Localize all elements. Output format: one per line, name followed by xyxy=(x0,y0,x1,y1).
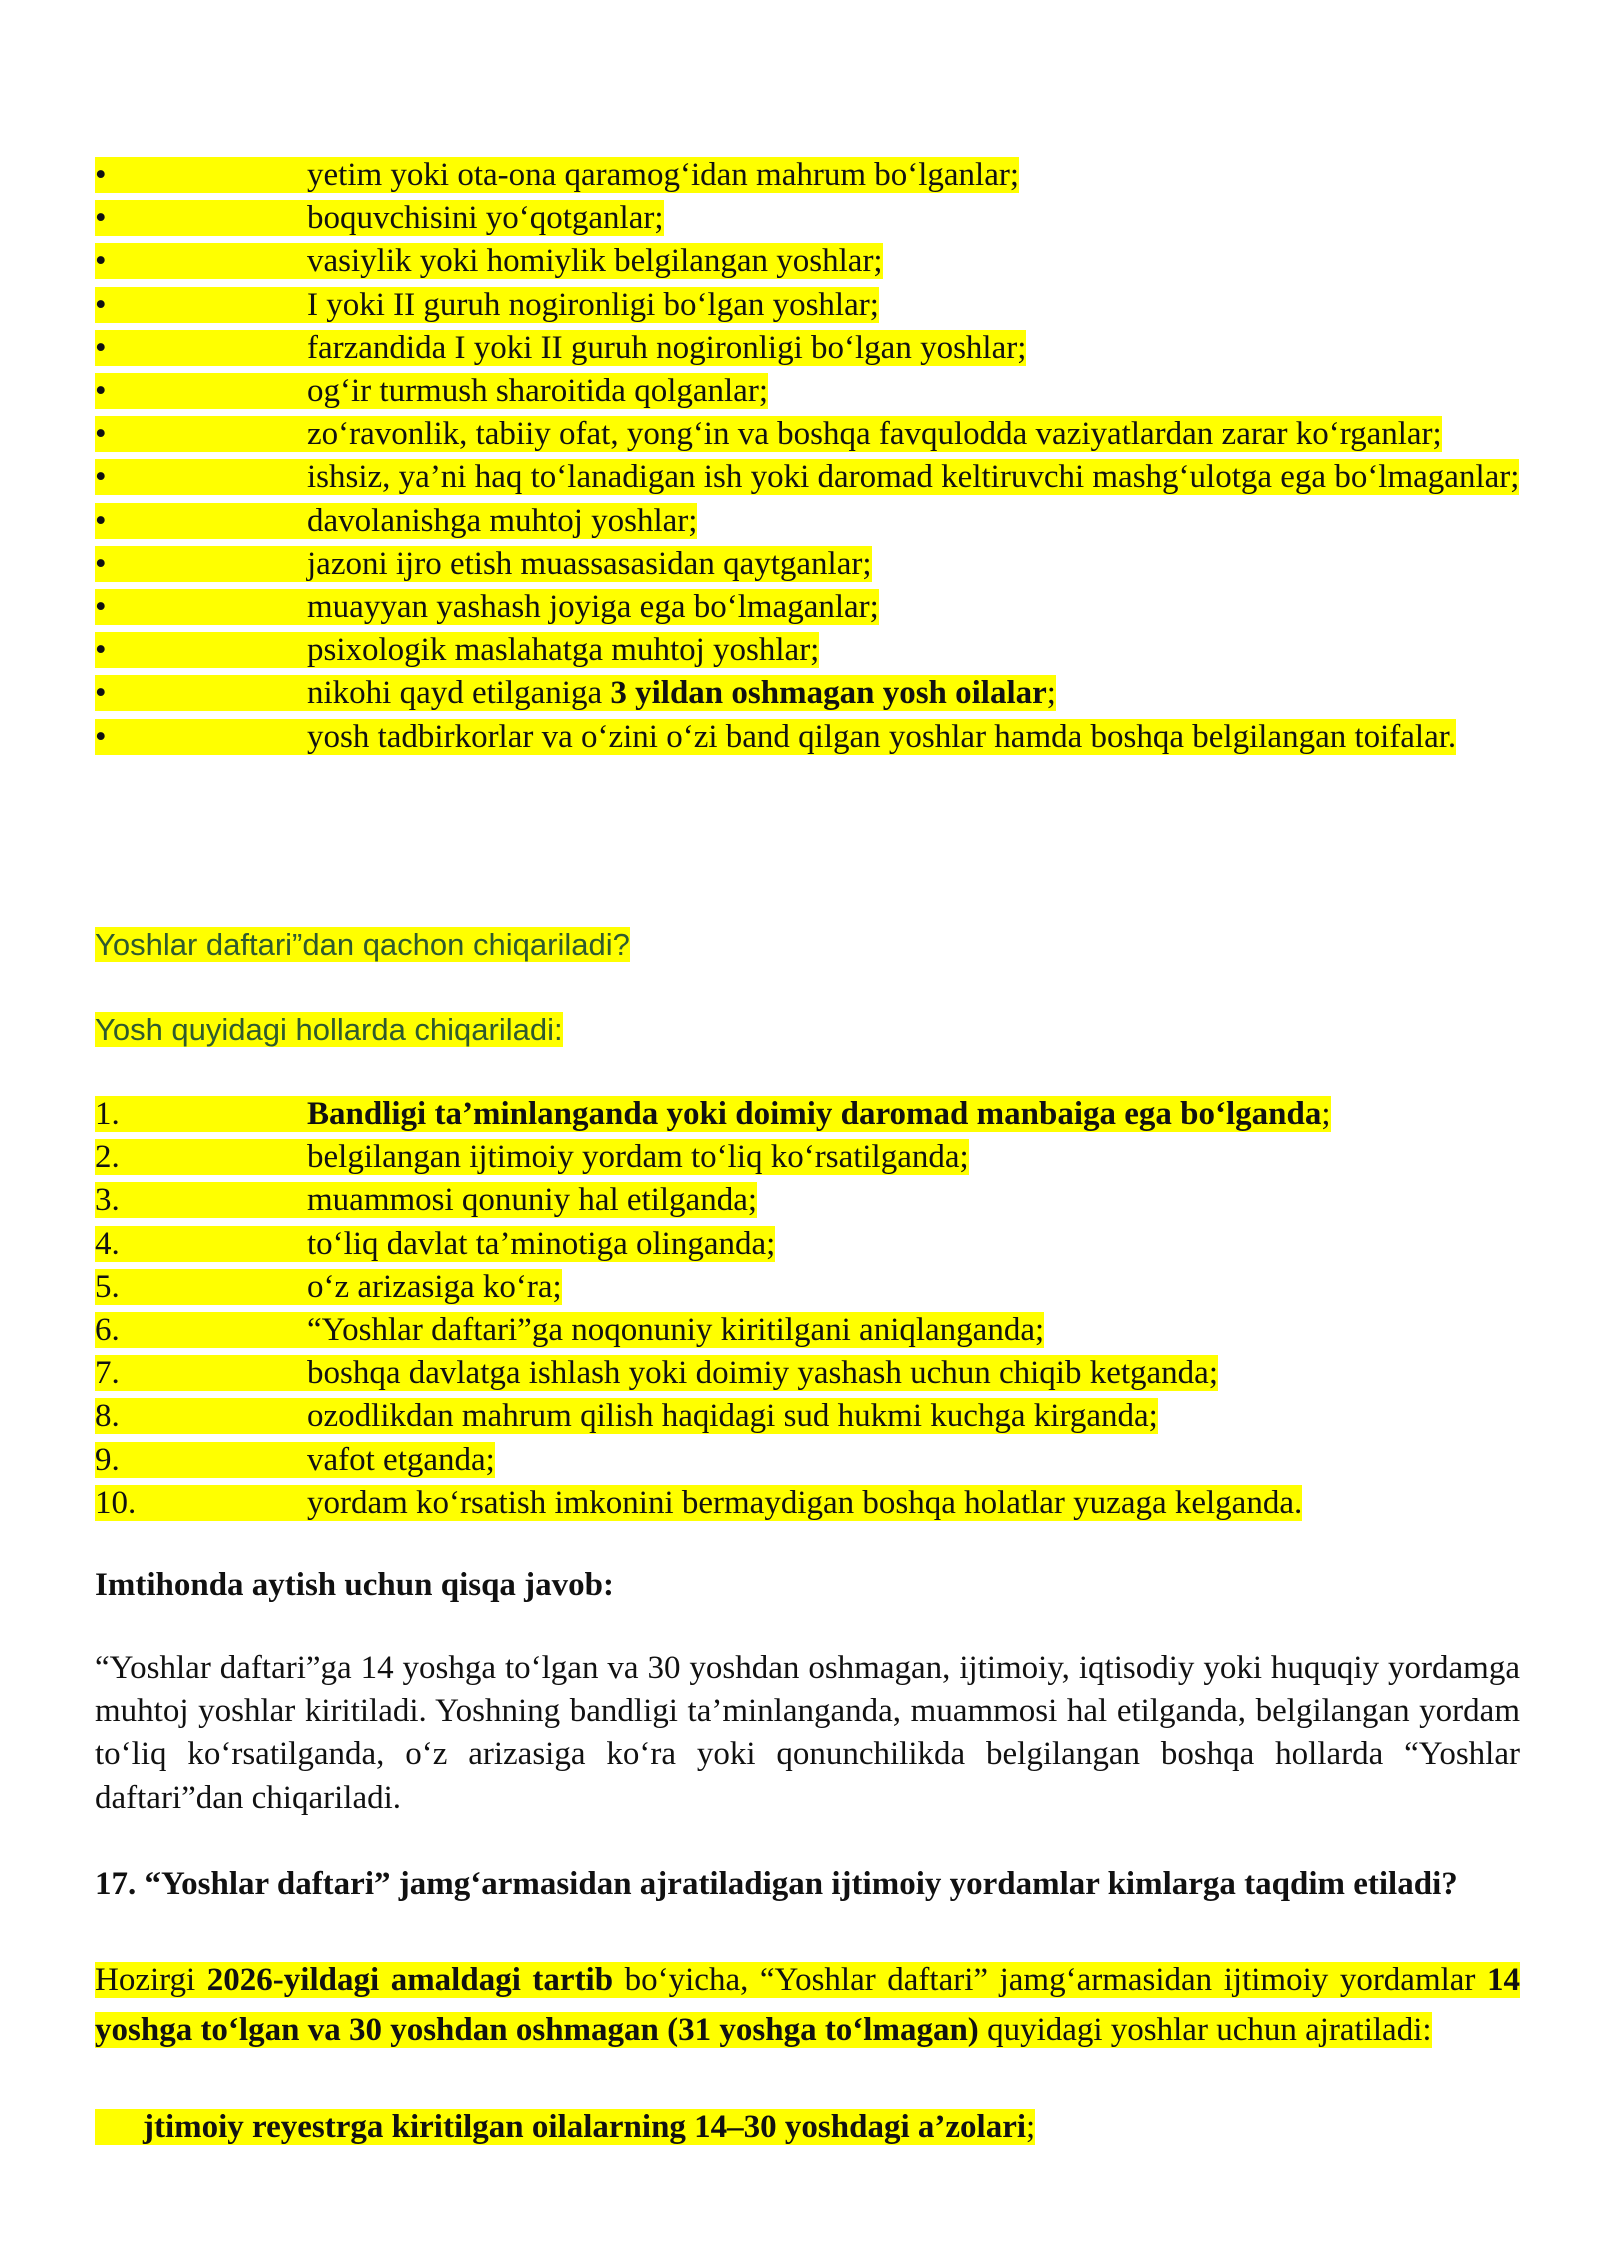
list-item xyxy=(95,456,1520,499)
list-item xyxy=(95,370,1520,413)
list-item xyxy=(95,629,1520,672)
answer-bold-text: 14 yoshga to‘lgan va 30 yoshdan oshmagan (31 yoshga to‘lmagan) xyxy=(95,1962,1520,2048)
list-item-text: muayyan yashash joyiga ega bo‘lmaganlar; xyxy=(307,589,879,626)
list-item-text: yosh tadbirkorlar va o‘zini o‘zi band qilgan yoshlar hamda boshqa belgilangan toifalar. xyxy=(307,718,1457,755)
list-item xyxy=(95,1093,1520,1136)
list-item-text: o‘z arizasiga ko‘ra; xyxy=(307,1268,562,1305)
list-item xyxy=(95,154,1520,197)
list-item-suffix: ; xyxy=(1046,675,1056,712)
question-text: Yoshlar daftari”dan qachon chiqariladi? xyxy=(95,927,630,962)
list-item-text: boquvchisini yo‘qotganlar; xyxy=(307,200,664,237)
list-item-text: davolanishga muhtoj yoshlar; xyxy=(307,502,698,539)
item-number: 5. xyxy=(95,1268,120,1305)
bullet-marker: • xyxy=(95,675,107,712)
short-answer-heading: Imtihonda aytish uchun qisqa javob: xyxy=(95,1567,615,1603)
question-17-answer xyxy=(95,1955,1520,2055)
answer-text: Hozirgi xyxy=(95,1962,207,1998)
bullet-marker: • xyxy=(95,502,107,539)
section-question xyxy=(95,923,630,966)
bullet-marker: • xyxy=(95,329,107,366)
list-item-bold-text: 3 yildan oshmagan yosh oilalar xyxy=(610,675,1047,712)
bullet-marker: • xyxy=(95,545,107,582)
item-number: 2. xyxy=(95,1139,120,1176)
list-item-text: farzandida I yoki II guruh nogironligi bo‘lgan yoshlar; xyxy=(307,329,1027,366)
list-item xyxy=(95,543,1520,586)
list-item-text: psixologik maslahatga muhtoj yoshlar; xyxy=(307,632,820,669)
bullet-marker: • xyxy=(95,373,107,410)
list-item-text: ishsiz, ya’ni haq to‘lanadigan ish yoki daromad keltiruvchi mashg‘ulotga ega bo‘lmaganlar; xyxy=(307,459,1520,496)
item-number: 7. xyxy=(95,1355,120,1392)
list-item xyxy=(95,716,1520,759)
list-item xyxy=(95,1309,1520,1352)
bullet-marker: • xyxy=(95,157,107,193)
item-number: 10. xyxy=(95,1484,137,1521)
item-number: 8. xyxy=(95,1398,120,1435)
intro-text: Yosh quyidagi hollarda chiqariladi: xyxy=(95,1012,563,1047)
list-item xyxy=(95,586,1520,629)
question-17-heading: 17. “Yoshlar daftari” jamg‘armasidan ajratiladigan ijtimoiy yordamlar kimlarga taqdim etiladi? xyxy=(95,1866,1458,1902)
list-item-text: to‘liq davlat ta’minotiga olinganda; xyxy=(307,1225,776,1262)
list-item xyxy=(95,2103,1035,2151)
bullet-marker: • xyxy=(95,632,107,669)
short-answer-paragraph: “Yoshlar daftari”ga 14 yoshga to‘lgan va 30 yoshdan oshmagan, ijtimoiy, iqtisodiy yoki huquqiy yordamga muhtoj yoshlar kiritiladi. Yoshning bandligi ta’minlanganda, muammosi hal etilganda, belgilangan yordam to‘liq ko‘rsatilganda, o‘z arizasiga ko‘ra yoki qonunchilikda belgilangan boshqa hollarda “Yoshlar daftari”dan chiqariladi. xyxy=(95,1650,1520,1816)
list-item xyxy=(95,327,1520,370)
list-item xyxy=(95,1136,1520,1179)
list-item xyxy=(95,240,1520,283)
list-item xyxy=(95,1482,1520,1525)
exit-conditions-list xyxy=(95,1093,1520,1525)
list-item-suffix: ; xyxy=(1026,2109,1036,2145)
list-item-text: I yoki II guruh nogironligi bo‘lgan yoshlar; xyxy=(307,286,879,323)
bullet-marker: • xyxy=(95,243,107,280)
bullet-marker: • xyxy=(95,200,107,237)
item-number: 9. xyxy=(95,1441,120,1478)
list-item xyxy=(95,1223,1520,1266)
list-item-suffix: ; xyxy=(1321,1096,1331,1132)
list-item-bold-text: Bandligi ta’minlanganda yoki doimiy daromad manbaiga ega bo‘lganda xyxy=(307,1096,1322,1132)
item-number: 1. xyxy=(95,1096,120,1132)
list-item-text: muammosi qonuniy hal etilganda; xyxy=(307,1182,758,1219)
list-item-text: nikohi qayd etilganiga xyxy=(307,675,611,712)
list-item-text: jazoni ijro etish muassasasidan qaytganlar; xyxy=(307,545,872,582)
list-item xyxy=(95,1179,1520,1222)
category-bullet-list xyxy=(95,154,1520,759)
list-item-text: yordam ko‘rsatish imkonini bermaydigan boshqa holatlar yuzaga kelganda. xyxy=(307,1484,1303,1521)
list-item-text: og‘ir turmush sharoitida qolganlar; xyxy=(307,373,768,410)
list-item-text: ozodlikdan mahrum qilish haqidagi sud hukmi kuchga kirganda; xyxy=(307,1398,1158,1435)
list-item xyxy=(95,672,1520,715)
list-item-text: zo‘ravonlik, tabiiy ofat, yong‘in va boshqa favqulodda vaziyatlardan zarar ko‘rganlar; xyxy=(307,416,1442,453)
answer-bold-text: 2026-yildagi amaldagi tartib xyxy=(206,1962,614,1998)
bullet-marker: • xyxy=(95,459,107,496)
bullet-marker: • xyxy=(95,718,107,755)
list-item xyxy=(95,413,1520,456)
list-item-bold-text: jtimoiy reyestrga kiritilgan oilalarning 14–30 yoshdagi a’zolari xyxy=(143,2109,1027,2145)
list-item xyxy=(95,500,1520,543)
list-item xyxy=(95,1395,1520,1438)
list-item-text: vasiylik yoki homiylik belgilangan yoshlar; xyxy=(307,243,883,280)
list-item xyxy=(95,1352,1520,1395)
list-item-text: belgilangan ijtimoiy yordam to‘liq ko‘rsatilganda; xyxy=(307,1139,969,1176)
answer-text: quyidagi yoshlar uchun ajratiladi: xyxy=(978,2012,1432,2048)
list-item-text: yetim yoki ota-ona qaramog‘idan mahrum bo‘lganlar; xyxy=(307,157,1020,193)
list-item xyxy=(95,197,1520,240)
section-intro xyxy=(95,1008,563,1051)
answer-text: bo‘yicha, “Yoshlar daftari” jamg‘armasidan ijtimoiy yordamlar xyxy=(613,1962,1487,1998)
list-item-text: vafot etganda; xyxy=(307,1441,495,1478)
bullet-marker: • xyxy=(95,416,107,453)
item-number: 3. xyxy=(95,1182,120,1219)
bullet-marker: • xyxy=(95,286,107,323)
item-number: 6. xyxy=(95,1312,120,1349)
list-item-text: boshqa davlatga ishlash yoki doimiy yashash uchun chiqib ketganda; xyxy=(307,1355,1218,1392)
list-item xyxy=(95,284,1520,327)
list-item xyxy=(95,1439,1520,1482)
list-item-text: “Yoshlar daftari”ga noqonuniy kiritilgani aniqlanganda; xyxy=(307,1312,1045,1349)
bullet-marker: • xyxy=(95,589,107,626)
list-item xyxy=(95,1266,1520,1309)
item-number: 4. xyxy=(95,1225,120,1262)
